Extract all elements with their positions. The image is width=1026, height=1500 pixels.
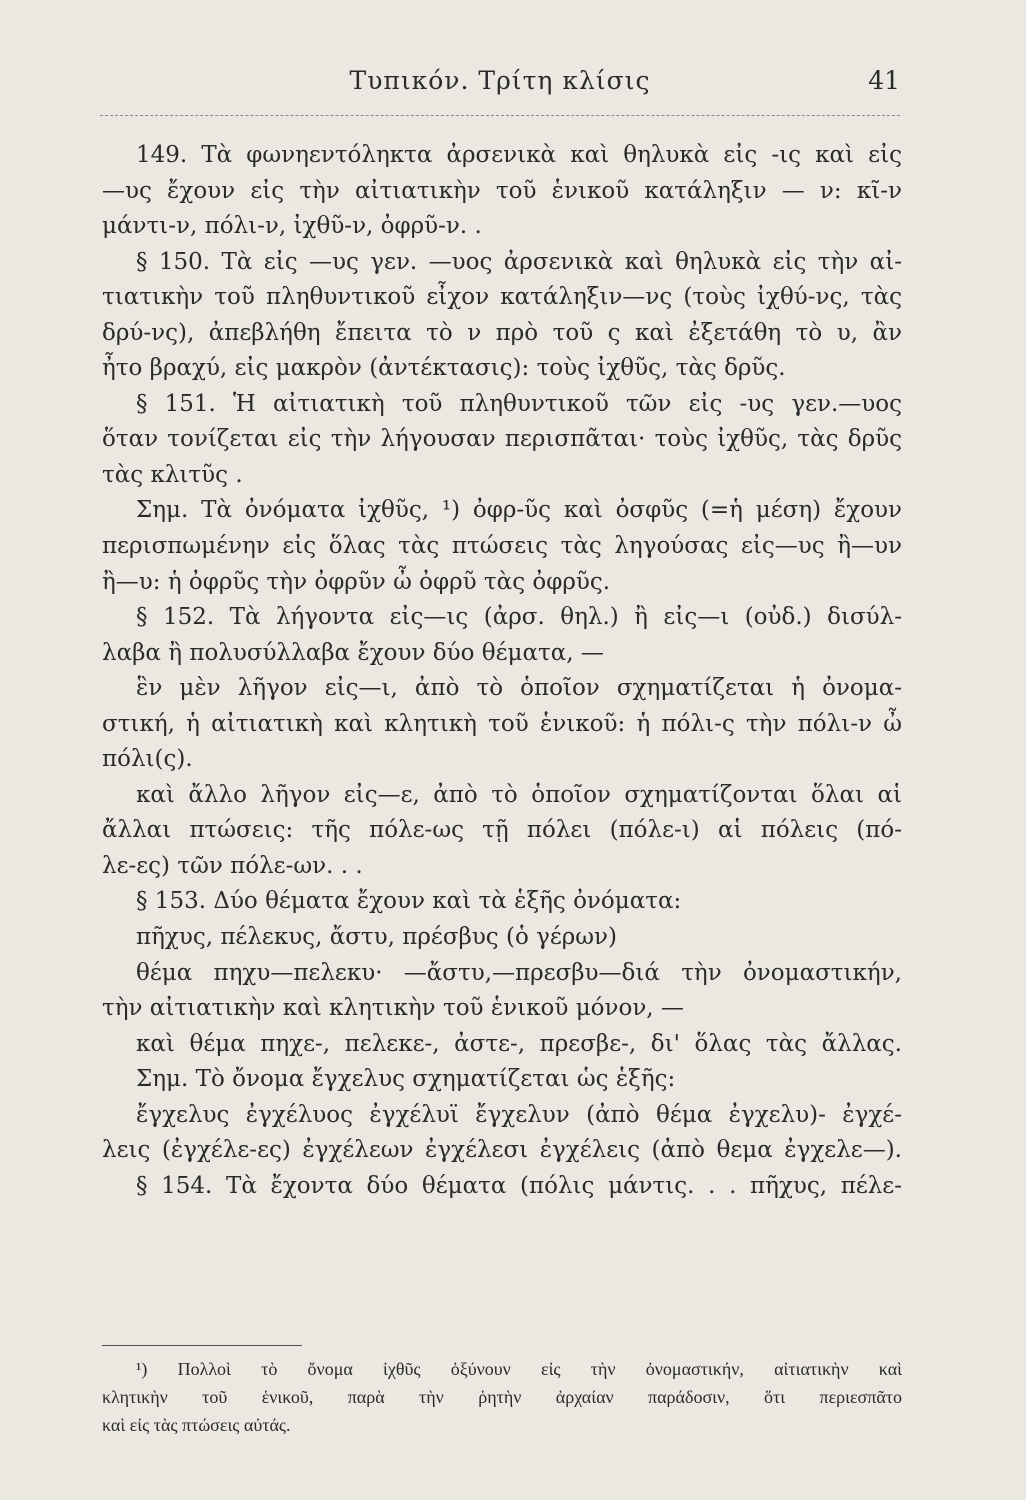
footnote-rule — [102, 1345, 302, 1346]
text-line: § 152. Τὰ λήγοντα εἰς—ις (ἀρσ. θηλ.) ἢ εἰς—ι (οὐδ.) δισύλ- — [136, 604, 902, 631]
footnote-line: ¹) Πολλοὶ τὸ ὄνομα ἰχθῦς ὀξύνουν εἰς τὴν ὀνομαστικήν, αἰτιατικὴν καὶ — [136, 1359, 902, 1379]
text-line: ἄλλαι πτώσεις: τῆς πόλε-ως τῇ πόλει (πόλε-ι) αἱ πόλεις (πό- — [102, 817, 902, 844]
text-line: ἓν μὲν λῆγον εἰς—ι, ἀπὸ τὸ ὁποῖον σχηματίζεται ἡ ὀνομα- — [136, 675, 902, 702]
text-line: καὶ θέμα πηχε-, πελεκε-, ἀστε-, πρεσβε-, δι' ὅλας τὰς ἄλλας. — [136, 1030, 902, 1057]
text-line: τὰς κλιτῦς . — [102, 461, 243, 488]
text-line: Σημ. Τὸ ὄνομα ἔγχελυς σχηματίζεται ὡς ἑξῆς: — [136, 1066, 676, 1093]
text-line: ἦτο βραχύ, εἰς μακρὸν (ἀντέκτασις): τοὺς ἰχθῦς, τὰς δρῦς. — [102, 355, 786, 382]
text-line: § 151. Ἡ αἰτιατικὴ τοῦ πληθυντικοῦ τῶν εἰς -υς γεν.—υος — [136, 390, 902, 417]
text-line: λαβα ἢ πολυσύλλαβα ἔχουν δύο θέματα, — — [102, 639, 604, 666]
text-line: λεις (ἐγχέλε-ες) ἐγχέλεων ἐγχέλεσι ἐγχέλεις (ἀπὸ θεμα ἐγχελε—). — [102, 1137, 902, 1164]
page-number: 41 — [868, 66, 900, 95]
header-rule — [100, 115, 900, 116]
text-line: πόλι(ς). — [102, 746, 193, 773]
text-line: δρύ-νς), ἀπεβλήθη ἔπειτα τὸ ν πρὸ τοῦ ς καὶ ἐξετάθη τὸ υ, ἂν — [102, 319, 902, 346]
text-line: § 150. Τὰ εἰς —υς γεν. —υος ἀρσενικὰ καὶ θηλυκὰ εἰς τὴν αἰ- — [136, 248, 902, 275]
text-line: Σημ. Τὰ ὀνόματα ἰχθῦς, ¹) ὀφρ-ῦς καὶ ὀσφῦς (=ἡ μέση) ἔχουν — [136, 497, 902, 524]
running-title: Τυπικόν. Τρίτη κλίσις — [349, 66, 651, 95]
page-header — [100, 66, 900, 106]
text-line: ὅταν τονίζεται εἰς τὴν λήγουσαν περισπᾶται· τοὺς ἰχθῦς, τὰς δρῦς — [102, 426, 902, 453]
text-line: § 154. Τὰ ἔχοντα δύο θέματα (πόλις μάντις. . . πῆχυς, πέλε- — [136, 1172, 902, 1199]
text-line: —υς ἔχουν εἰς τὴν αἰτιατικὴν τοῦ ἑνικοῦ κατάληξιν — ν: κῖ-ν — [102, 177, 902, 204]
text-line: ἔγχελυς ἐγχέλυος ἐγχέλυϊ ἔγχελυν (ἀπὸ θέμα ἐγχελυ)- ἐγχέ- — [136, 1101, 902, 1128]
text-line: περισπωμένην εἰς ὅλας τὰς πτώσεις τὰς ληγούσας εἰς—υς ἢ—υν — [102, 533, 902, 560]
text-line: 149. Τὰ φωνηεντόληκτα ἀρσενικὰ καὶ θηλυκὰ εἰς -ις καὶ εἰς — [136, 142, 902, 168]
body-text — [102, 138, 902, 1204]
text-line: τιατικὴν τοῦ πληθυντικοῦ εἶχον κατάληξιν—νς (τοὺς ἰχθύ-νς, τὰς — [102, 284, 902, 311]
text-line: τὴν αἰτιατικὴν καὶ κλητικὴν τοῦ ἑνικοῦ μόνον, — — [102, 995, 684, 1022]
text-line: λε-ες) τῶν πόλε-ων. . . — [102, 852, 363, 879]
footnote-line: κλητικὴν τοῦ ἑνικοῦ, παρὰ τὴν ῥητὴν ἀρχαίαν παράδοσιν, ὅτι περιεσπᾶτο — [102, 1387, 902, 1407]
footnote — [102, 1355, 902, 1439]
text-line: ἢ—υ: ἡ ὀφρῦς τὴν ὀφρῦν ὦ ὀφρῦ τὰς ὀφρῦς. — [102, 568, 611, 595]
text-line: πῆχυς, πέλεκυς, ἄστυ, πρέσβυς (ὁ γέρων) — [136, 924, 618, 951]
text-line: στική, ἡ αἰτιατικὴ καὶ κλητικὴ τοῦ ἑνικοῦ: ἡ πόλι-ς τὴν πόλι-ν ὦ — [102, 710, 902, 737]
text-line: θέμα πηχυ—πελεκυ· —ἄστυ,—πρεσβυ—διά τὴν ὀνομαστικήν, — [136, 959, 902, 986]
text-line: καὶ ἄλλο λῆγον εἰς—ε, ἀπὸ τὸ ὁποῖον σχηματίζονται ὅλαι αἱ — [136, 781, 902, 808]
text-line: § 153. Δύο θέματα ἔχουν καὶ τὰ ἑξῆς ὀνόματα: — [136, 888, 682, 915]
text-line: μάντι-ν, πόλι-ν, ἰχθῦ-ν, ὀφρῦ-ν. . — [102, 213, 482, 240]
footnote-line: καὶ εἰς τὰς πτώσεις αὐτάς. — [102, 1415, 291, 1435]
